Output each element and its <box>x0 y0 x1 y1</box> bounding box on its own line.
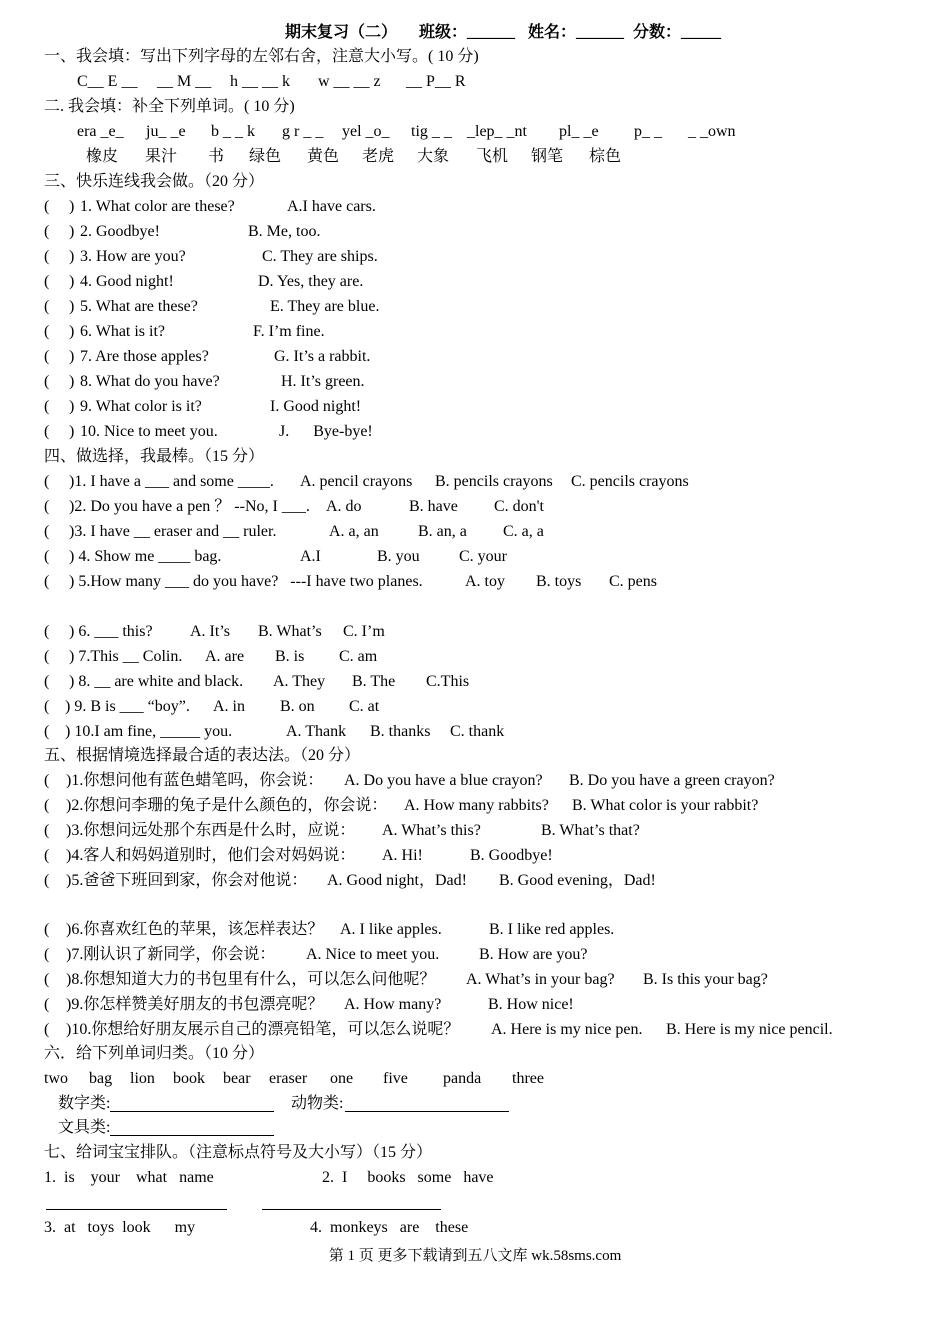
section-heading: 五、根据情境选择最合适的表达法。（20 分） <box>44 747 361 764</box>
section-heading: 四、做选择，我最棒。（15 分） <box>44 448 265 465</box>
bracket-close: ) <box>69 398 75 415</box>
answer-bracket: ( <box>44 673 50 690</box>
answer-bracket: ( <box>44 573 50 590</box>
word-bank-item: two <box>44 1070 68 1087</box>
page-footer: 第 1 页 更多下载请到五八文库 wk.58sms.com <box>328 1248 622 1264</box>
class-label: 班级：______ <box>419 24 516 41</box>
answer-bracket: ( <box>44 298 50 315</box>
answer-bracket: ( <box>44 473 50 490</box>
option-b: B. thanks <box>370 723 431 740</box>
option-b: B. How nice! <box>488 996 574 1013</box>
match-question: 4. Good night! <box>80 273 174 290</box>
situation-row <box>0 1019 833 1041</box>
choice-row <box>0 471 689 493</box>
word-bank-item: lion <box>130 1070 155 1087</box>
letter-item: __ P__ R <box>406 73 466 90</box>
option-b: B. Is this your bag? <box>643 971 768 988</box>
situation-row <box>0 870 656 892</box>
answer-line[interactable] <box>262 1209 441 1210</box>
word-item: tig _ _ <box>411 123 452 140</box>
word-bank-item: one <box>330 1070 354 1087</box>
match-answer: I. Good night! <box>270 398 362 415</box>
question-stem: )2.你想问李珊的兔子是什么颜色的，你会说： <box>66 797 388 814</box>
option-b: B. pencils crayons <box>435 473 553 490</box>
match-row <box>0 346 371 368</box>
word-item: p_ _ <box>634 123 662 140</box>
match-row <box>0 296 380 318</box>
option-a: A. What’s this? <box>382 822 481 839</box>
option-b: B. I like red apples. <box>489 921 615 938</box>
choice-row <box>0 671 470 693</box>
choice-row <box>0 696 380 718</box>
option-c: C. I’m <box>343 623 385 640</box>
hint-item: 橡皮 <box>86 148 119 165</box>
answer-line[interactable] <box>110 1135 274 1136</box>
match-answer: G. It’s a rabbit. <box>274 348 371 365</box>
question-stem: )2. Do you have a pen ？ --No, I ___. <box>69 498 310 515</box>
option-a: A. What’s in your bag? <box>466 971 615 988</box>
question-stem: ) 4. Show me ____ bag. <box>69 548 222 565</box>
match-question: 3. How are you? <box>80 248 186 265</box>
answer-bracket: ( <box>44 548 50 565</box>
section-heading: 二. 我会填：补全下列单词。( 10 分) <box>44 98 295 115</box>
situation-row <box>0 845 553 867</box>
answer-bracket: ( <box>44 872 50 889</box>
bracket-close: ) <box>69 348 75 365</box>
category-row <box>0 1117 111 1139</box>
match-answer: E. They are blue. <box>270 298 380 315</box>
option-c: C. at <box>349 698 380 715</box>
situation-row <box>0 820 640 842</box>
situation-row <box>0 770 775 792</box>
section-1-heading <box>0 46 479 68</box>
answer-bracket: ( <box>44 248 50 265</box>
answer-bracket: ( <box>44 921 50 938</box>
choice-row <box>0 621 385 643</box>
question-stem: )7.刚认识了新同学，你会说： <box>66 946 276 963</box>
word-bank-item: book <box>173 1070 205 1087</box>
sentence-words: 1. is your what name <box>44 1169 214 1186</box>
sentence-words: 2. I books some have <box>322 1169 494 1186</box>
word-item: _ _own <box>688 123 736 140</box>
answer-bracket: ( <box>44 648 50 665</box>
option-a: A. Hi! <box>382 847 423 864</box>
match-answer: F. I’m fine. <box>253 323 325 340</box>
section-heading: 七、给词宝宝排队。（注意标点符号及大小写）（15 分） <box>44 1144 433 1161</box>
option-a: A. It’s <box>190 623 230 640</box>
word-bank-item: bag <box>89 1070 113 1087</box>
category-label: 文具类: <box>58 1119 111 1136</box>
match-question: 7. Are those apples? <box>80 348 209 365</box>
match-question: 6. What is it? <box>80 323 166 340</box>
bracket-close: ) <box>69 198 75 215</box>
match-question: 1. What color are these? <box>80 198 235 215</box>
option-b: B. Good evening，Dad! <box>499 872 656 889</box>
word-item: ju_ _e <box>146 123 186 140</box>
hint-item: 飞机 <box>476 148 509 165</box>
choice-row <box>0 721 505 743</box>
hint-item: 书 <box>208 148 225 165</box>
option-c: C. am <box>339 648 378 665</box>
option-a: A. pencil crayons <box>300 473 413 490</box>
section-2-words <box>0 121 736 143</box>
answer-bracket: ( <box>44 323 50 340</box>
answer-bracket: ( <box>44 996 50 1013</box>
match-question: 9. What color is it? <box>80 398 202 415</box>
option-c: C. don't <box>494 498 544 515</box>
section-5-heading <box>0 745 361 767</box>
match-answer: H. It’s green. <box>281 373 365 390</box>
match-row <box>0 271 364 293</box>
match-row <box>0 196 376 218</box>
match-question: 5. What are these? <box>80 298 198 315</box>
option-a: A. a, an <box>329 523 379 540</box>
section-heading: 六．给下列单词归类。（10 分） <box>44 1045 265 1062</box>
option-a: A. Do you have a blue crayon? <box>344 772 543 789</box>
category-label: 动物类: <box>291 1095 344 1112</box>
option-b: B. Do you have a green crayon? <box>569 772 775 789</box>
section-heading: 三、快乐连线我会做。（20 分） <box>44 173 265 190</box>
answer-bracket: ( <box>44 698 50 715</box>
option-a: A. do <box>326 498 362 515</box>
situation-row <box>0 994 574 1016</box>
answer-line[interactable] <box>345 1111 509 1112</box>
word-item: pl_ _e <box>559 123 599 140</box>
answer-bracket: ( <box>44 348 50 365</box>
section-2-heading <box>0 96 295 118</box>
option-a: A.I <box>300 548 321 565</box>
option-b: B. toys <box>536 573 582 590</box>
choice-row <box>0 496 544 518</box>
bracket-close: ) <box>69 223 75 240</box>
answer-bracket: ( <box>44 523 50 540</box>
answer-bracket: ( <box>44 398 50 415</box>
letter-item: w __ __ z <box>318 73 381 90</box>
bracket-close: ) <box>69 273 75 290</box>
choice-row <box>0 521 544 543</box>
question-stem: ) 6. ___ this? <box>69 623 153 640</box>
answer-bracket: ( <box>44 797 50 814</box>
match-answer: B. Me, too. <box>248 223 321 240</box>
question-stem: )3.你想问远处那个东西是什么时，应说： <box>66 822 356 839</box>
situation-row <box>0 944 588 966</box>
question-stem: )10.你想给好朋友展示自己的漂亮铅笔，可以怎么说呢？ <box>66 1021 460 1038</box>
letter-item: h __ __ k <box>230 73 290 90</box>
option-a: A. Good night，Dad! <box>327 872 467 889</box>
question-stem: )4.客人和妈妈道别时，他们会对妈妈说： <box>66 847 356 864</box>
word-bank-item: bear <box>223 1070 251 1087</box>
bracket-close: ) <box>69 298 75 315</box>
word-bank-item: three <box>512 1070 544 1087</box>
bracket-close: ) <box>69 323 75 340</box>
worksheet-title: 期末复习（二） <box>285 24 398 41</box>
question-stem: ) 7.This __ Colin. <box>69 648 183 665</box>
hint-item: 钢笔 <box>531 148 564 165</box>
option-a: A. toy <box>465 573 505 590</box>
question-stem: )1.你想问他有蓝色蜡笔吗，你会说： <box>66 772 324 789</box>
word-item: era _e_ <box>77 123 124 140</box>
option-b: B. What color is your rabbit? <box>572 797 759 814</box>
option-a: A. I like apples. <box>340 921 442 938</box>
hint-item: 果汁 <box>145 148 178 165</box>
bracket-close: ) <box>69 423 75 440</box>
situation-row <box>0 919 615 941</box>
header-row <box>0 22 722 44</box>
answer-bracket: ( <box>44 273 50 290</box>
match-answer: J. Bye-bye! <box>279 423 373 440</box>
word-item: _lep_ _nt <box>467 123 527 140</box>
section-4-heading <box>0 446 265 468</box>
option-b: B. is <box>275 648 305 665</box>
option-b: B. you <box>377 548 420 565</box>
match-answer: D. Yes, they are. <box>258 273 364 290</box>
letter-item: C__ E __ <box>77 73 138 90</box>
word-item: g r _ _ <box>282 123 324 140</box>
word-bank-item: panda <box>443 1070 482 1087</box>
answer-line[interactable] <box>110 1111 274 1112</box>
question-stem: )5.爸爸下班回到家，你会对他说： <box>66 872 308 889</box>
option-b: B. an, a <box>418 523 467 540</box>
option-b: B. Goodbye! <box>470 847 553 864</box>
section-6-heading <box>0 1043 265 1065</box>
section-3-heading <box>0 171 265 193</box>
match-row <box>0 396 362 418</box>
category-row <box>0 1093 344 1115</box>
choice-row <box>0 646 378 668</box>
sentence-words: 4. monkeys are these <box>310 1219 469 1236</box>
situation-row <box>0 795 759 817</box>
sentence-words: 3. at toys look my <box>44 1219 196 1236</box>
answer-bracket: ( <box>44 847 50 864</box>
bracket-close: ) <box>69 373 75 390</box>
match-answer: A.I have cars. <box>287 198 376 215</box>
word-bank <box>0 1068 544 1090</box>
option-a: A. How many? <box>344 996 442 1013</box>
option-a: A. How many rabbits? <box>404 797 549 814</box>
question-stem: )6.你喜欢红色的苹果，该怎样表达？ <box>66 921 324 938</box>
option-a: A. They <box>273 673 326 690</box>
question-stem: ) 9. B is ___ “boy”. <box>65 698 190 715</box>
answer-bracket: ( <box>44 1021 50 1038</box>
option-c: C. pencils crayons <box>571 473 689 490</box>
answer-bracket: ( <box>44 223 50 240</box>
situation-row <box>0 969 768 991</box>
question-stem: ) 10.I am fine, _____ you. <box>65 723 233 740</box>
option-a: A. in <box>213 698 245 715</box>
section-1-letters <box>0 71 466 93</box>
answer-bracket: ( <box>44 723 50 740</box>
option-c: C. your <box>459 548 507 565</box>
option-a: A. are <box>205 648 245 665</box>
match-question: 8. What do you have? <box>80 373 220 390</box>
match-question: 2. Goodbye! <box>80 223 160 240</box>
question-stem: )1. I have a ___ and some ____. <box>69 473 274 490</box>
match-row <box>0 221 321 243</box>
word-item: b _ _ k <box>211 123 255 140</box>
option-a: A. Here is my nice pen. <box>491 1021 643 1038</box>
category-label: 数字类: <box>58 1095 111 1112</box>
option-c: C. a, a <box>503 523 544 540</box>
word-bank-item: five <box>383 1070 408 1087</box>
option-b: B. Here is my nice pencil. <box>666 1021 833 1038</box>
option-b: B. What’s <box>258 623 322 640</box>
sentence-order-row <box>0 1217 469 1239</box>
option-b: B. The <box>352 673 396 690</box>
answer-line[interactable] <box>46 1209 227 1210</box>
match-row <box>0 421 373 443</box>
answer-bracket: ( <box>44 498 50 515</box>
match-row <box>0 371 365 393</box>
option-b: B. have <box>409 498 458 515</box>
option-b: B. on <box>280 698 315 715</box>
option-c: C. pens <box>609 573 657 590</box>
sentence-order-row <box>0 1167 494 1189</box>
question-stem: )3. I have __ eraser and __ ruler. <box>69 523 277 540</box>
name-label: 姓名：______ <box>528 24 625 41</box>
question-stem: )9.你怎样赞美好朋友的书包漂亮呢？ <box>66 996 324 1013</box>
question-stem: )8.你想知道大力的书包里有什么，可以怎么问他呢？ <box>66 971 436 988</box>
option-c: C. thank <box>450 723 505 740</box>
hint-item: 棕色 <box>589 148 622 165</box>
hint-item: 黄色 <box>307 148 340 165</box>
word-item: yel _o_ <box>342 123 390 140</box>
section-heading: 一、我会填：写出下列字母的左邻右舍，注意大小写。( 10 分) <box>44 48 479 65</box>
answer-bracket: ( <box>44 198 50 215</box>
answer-bracket: ( <box>44 772 50 789</box>
question-stem: ) 8. __ are white and black. <box>69 673 244 690</box>
letter-item: __ M __ <box>157 73 212 90</box>
option-b: B. How are you? <box>479 946 588 963</box>
choice-row <box>0 546 507 568</box>
option-b: B. What’s that? <box>541 822 640 839</box>
question-stem: ) 5.How many ___ do you have? ---I have two planes. <box>69 573 423 590</box>
option-a: A. Nice to meet you. <box>306 946 440 963</box>
answer-bracket: ( <box>44 373 50 390</box>
answer-bracket: ( <box>44 946 50 963</box>
match-row <box>0 321 325 343</box>
hint-item: 绿色 <box>249 148 282 165</box>
score-label: 分数：_____ <box>633 24 722 41</box>
answer-bracket: ( <box>44 623 50 640</box>
answer-bracket: ( <box>44 971 50 988</box>
hint-item: 老虎 <box>362 148 395 165</box>
answer-bracket: ( <box>44 423 50 440</box>
bracket-close: ) <box>69 248 75 265</box>
option-c: C.This <box>426 673 470 690</box>
section-7-heading <box>0 1142 433 1164</box>
option-a: A. Thank <box>286 723 347 740</box>
match-row <box>0 246 378 268</box>
match-answer: C. They are ships. <box>262 248 378 265</box>
hint-item: 大象 <box>417 148 450 165</box>
choice-row <box>0 571 657 593</box>
word-bank-item: eraser <box>269 1070 308 1087</box>
answer-bracket: ( <box>44 822 50 839</box>
match-question: 10. Nice to meet you. <box>80 423 218 440</box>
section-2-hints <box>0 146 622 168</box>
